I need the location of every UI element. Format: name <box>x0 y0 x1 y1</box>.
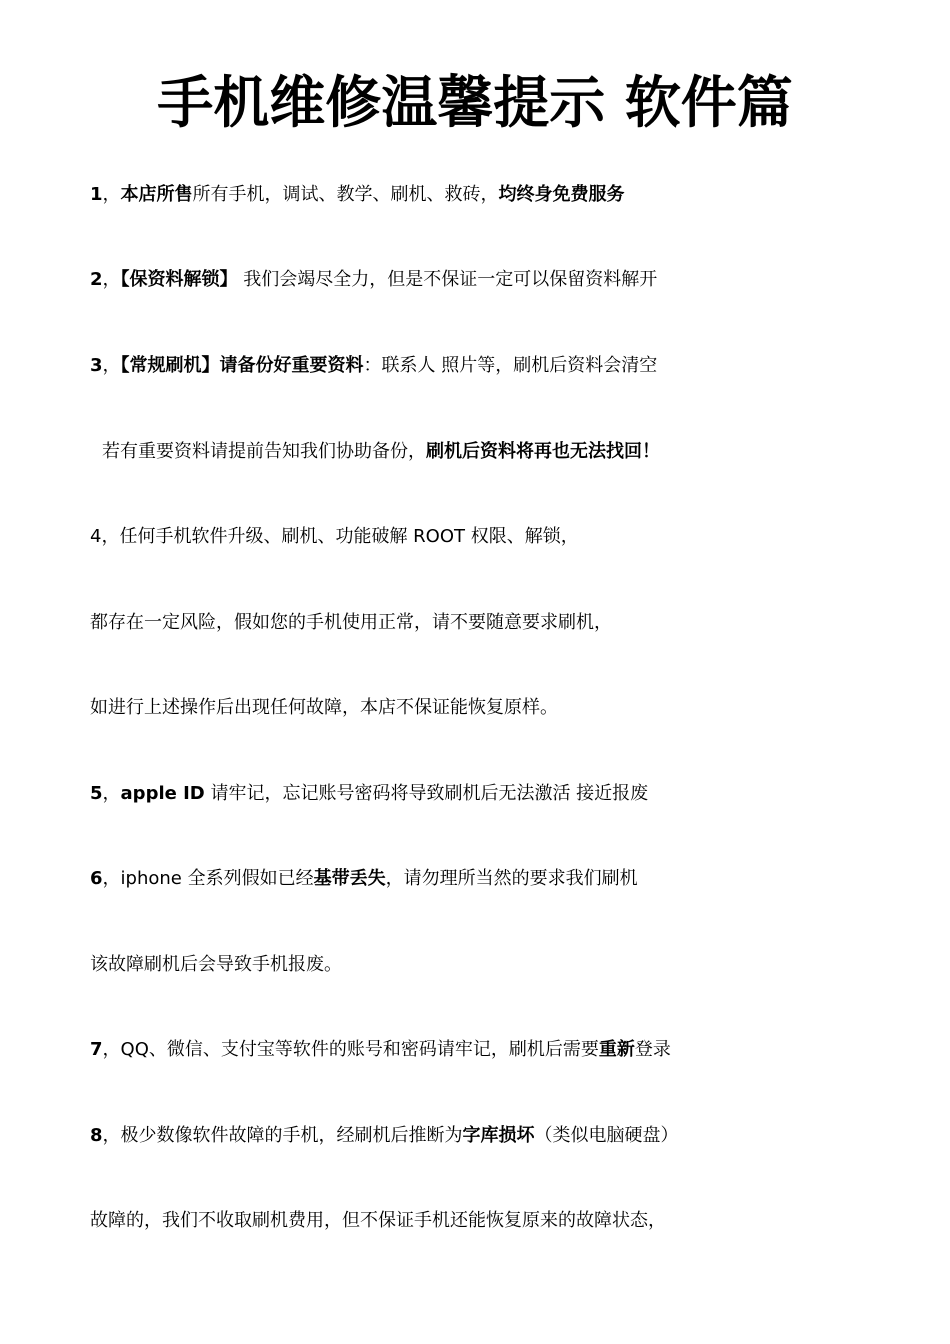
text-run: ， <box>102 184 121 205</box>
notice-item-4-continued-1 <box>90 610 910 636</box>
text-run: 6 <box>90 868 103 889</box>
notice-item-4 <box>90 524 910 550</box>
text-run: 【常规刷机】请备份好重要资料 <box>120 355 364 376</box>
text-run: ， <box>102 269 121 290</box>
text-run: 3 <box>90 355 103 376</box>
text-run: 基带丢失 <box>313 868 386 889</box>
notice-item-2 <box>90 267 910 293</box>
notice-item-8 <box>90 1123 910 1149</box>
text-run: 5 <box>90 783 103 804</box>
text-run: 1 <box>90 184 103 205</box>
notice-item-8-continued <box>90 1208 910 1234</box>
notice-item-7 <box>90 1037 910 1063</box>
text-run: 若有重要资料请提前告知我们协助备份， <box>102 441 426 462</box>
text-run: 所有手机，调试、教学、刷机、救砖， <box>192 184 499 205</box>
text-run: 本店所售 <box>120 184 193 205</box>
text-run: ， <box>102 783 121 804</box>
text-run: 请牢记，忘记账号密码将导致刷机后无法激活 接近报废 <box>204 783 649 804</box>
notice-item-3 <box>90 353 910 379</box>
text-run: 8 <box>90 1125 103 1146</box>
text-run: ，极少数像软件故障的手机，经刷机后推断为 <box>102 1125 463 1146</box>
text-run: ，QQ、微信、支付宝等软件的账号和密码请牢记，刷机后需要 <box>102 1039 599 1060</box>
text-run: ，请勿理所当然的要求我们刷机 <box>385 868 638 889</box>
text-run: （类似电脑硬盘） <box>534 1125 679 1146</box>
text-run: 4，任何手机软件升级、刷机、功能破解 ROOT 权限、解锁， <box>90 526 579 547</box>
text-run: 均终身免费服务 <box>498 184 625 205</box>
text-run: 字库损坏 <box>462 1125 535 1146</box>
text-run: 都存在一定风险，假如您的手机使用正常，请不要随意要求刷机， <box>90 612 612 633</box>
text-run: 7 <box>90 1039 103 1060</box>
text-run: 刷机后资料将再也无法找回！ <box>426 441 660 462</box>
notice-item-3-continued <box>90 439 922 465</box>
document-title: 手机维修温馨提示 软件篇 <box>157 71 793 136</box>
text-run: 重新 <box>598 1039 635 1060</box>
notice-item-6 <box>90 866 910 892</box>
text-run: 【保资料解锁】 <box>120 269 238 290</box>
text-run: 该故障刷机后会导致手机报废。 <box>90 954 342 975</box>
text-run: apple ID <box>120 783 205 804</box>
text-run: 故障的，我们不收取刷机费用，但不保证手机还能恢复原来的故障状态， <box>90 1210 666 1231</box>
text-run: 2 <box>90 269 103 290</box>
text-run: ，iphone 全系列假如已经 <box>102 868 314 889</box>
text-run: ， <box>102 355 121 376</box>
text-run: 如进行上述操作后出现任何故障，本店不保证能恢复原样。 <box>90 697 558 718</box>
notice-item-5 <box>90 781 910 807</box>
notice-item-1 <box>90 182 910 208</box>
text-run: 登录 <box>634 1039 671 1060</box>
notice-item-4-continued-2 <box>90 695 910 721</box>
text-run: ：联系人 照片等，刷机后资料会清空 <box>363 355 658 376</box>
notice-item-6-continued <box>90 952 910 978</box>
text-run: 我们会竭尽全力，但是不保证一定可以保留资料解开 <box>237 269 658 290</box>
